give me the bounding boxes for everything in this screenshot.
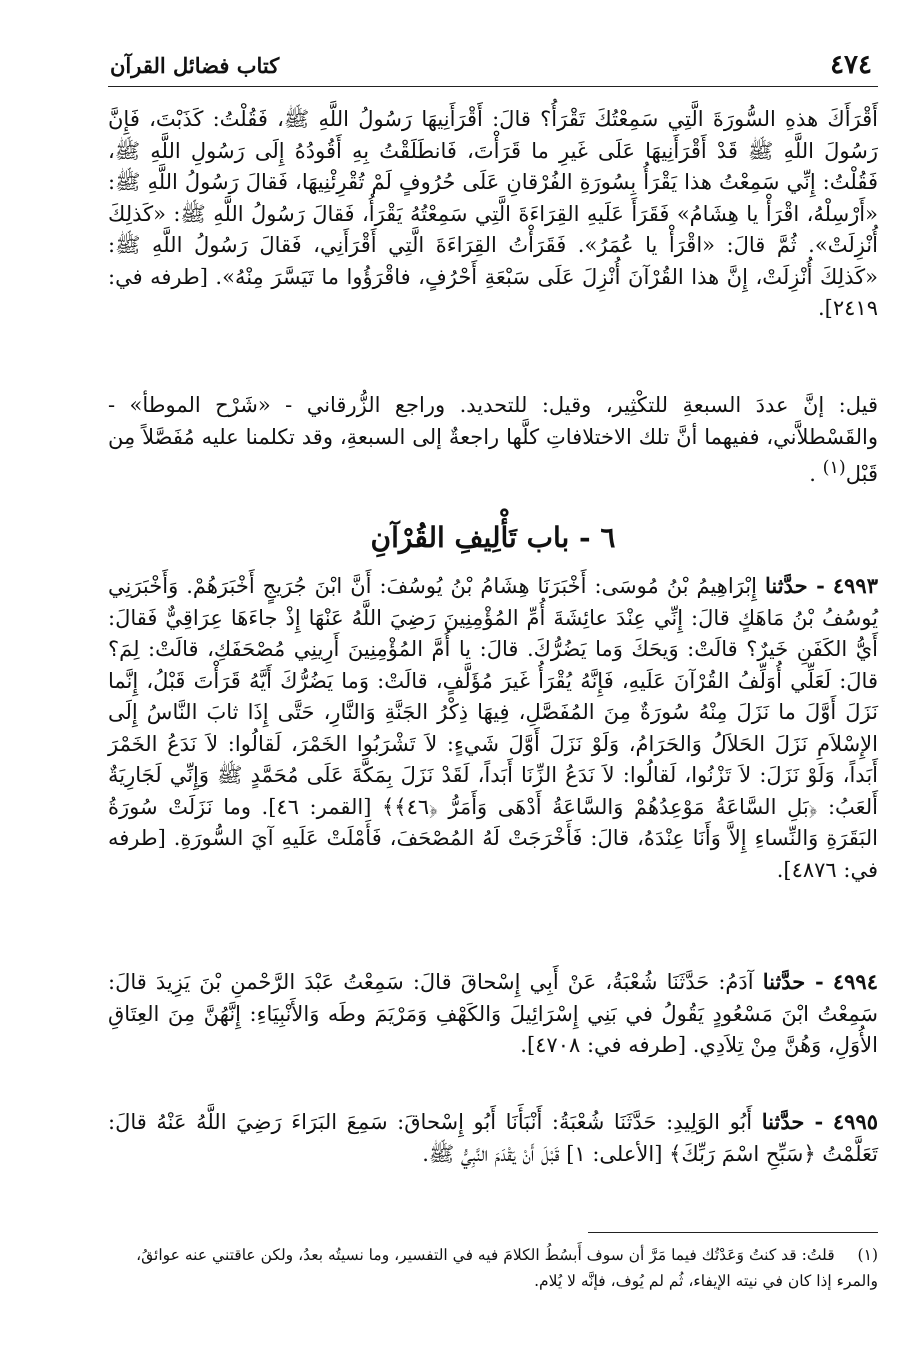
commentary-paragraph: قيل: إنَّ عددَ السبعةِ للتكْثِير، وقيل: للتحديد. وراجع الزُّرقاني - «شَرْح الموطأ» - والقَسْطلاَّني، ففيهما أنَّ تلك الاختلافاتِ كلَّها راجعةٌ إلى السبعةِ، وقد تكلمنا عليه مُفَصَّلاً مِن قَبْل$^{(١)}$ .: [108, 393, 878, 486]
hadith-4993: [108, 570, 878, 954]
hadith-number: ٤٩٩٥: [832, 1109, 879, 1134]
page-header: [108, 42, 878, 87]
footnote-text: قلتُ: قد كنتُ وَعَدْتُك فيما مَرَّ أن سوف أَبسُطُ الكلامَ فيه في التفسير، وما نسيتُه بعدُ، ولكن عاقتني عنه عوائقُ، والمرء إذا كان في نيته الإيفاء، ثُم لم يُوف، فإنَّه لا يُلام.: [136, 1246, 878, 1290]
commentary-text: قيل: إنَّ عددَ السبعةِ للتكْثِير، وقيل: للتحديد. وراجع الزُّرقاني - «شَرْح الموطأ» - والقَسْطلاَّني، ففيهما أنَّ تلك الاختلافاتِ كلَّها راجعةٌ إلى السبعةِ، وقد تكلمنا عليه مُفَصَّلاً مِن قَبْل: [108, 393, 878, 486]
hadith-continuation: أَقْرَأَكَ هذهِ السُّورَةَ الَّتِي سَمِعْتُكَ تَقْرَأُ؟ قالَ: أَقْرَأَنِيهَا رَسُولُ اللَّهِ ﷺ، فَقُلْتُ: كَذَبْتَ، فَإِنَّ رَسُولَ اللَّهِ ﷺ قَدْ أَقْرَأَنِيهَا عَلَى غَيرِ ما قَرَأْتَ، فَانطَلَقْتُ بِهِ أَقُودُهُ إِلَى رَسُولِ اللَّهِ ﷺ، فَقُلْتُ: إِنِّي سَمِعْتُ هذا يَقْرَأُ بِسُورَةِ الفُرْقانِ عَلَى حُرُوفٍ لَمْ تُقْرِئْنِيهَا، فَقالَ رَسُولُ اللَّهِ ﷺ: «أَرْسِلْهُ، اقْرَأْ يا هِشَامُ» فَقَرَأَ عَلَيهِ القِرَاءَةَ الَّتِي سَمِعْتُهُ يَقْرَأُ، فَقالَ رَسُولُ اللَّهِ ﷺ: «كَذلِكَ أُنْزِلَتْ». ثُمَّ قالَ: «اقْرَأْ يا عُمَرُ». فَقَرَأْتُ القِرَاءَةَ الَّتِي أَقْرَأَنِي، فَقالَ رَسُولُ اللَّهِ ﷺ: «كَذلِكَ أُنْزِلَتْ، إِنَّ هذا القُرْآنَ أُنْزِلَ عَلَى سَبْعَةِ أَحْرُفٍ، فاقْرَؤُوا ما تَيَسَّرَ مِنْهُ». [طرفه في: ٢٤١٩].: [108, 107, 878, 320]
hadith-text: آدَمُ: حَدَّثَنَا شُعْبَةُ، عَنْ أَبِي إِسْحاقَ قالَ: سَمِعْتُ عَبْدَ الرَّحْمنِ بْنَ يَزِيدَ قالَ: سَمِعْتُ ابْنَ مَسْعُودٍ يَقُولُ في بَنِي إِسْرَائِيلَ وَالكَهْفِ وَمَرْيَمَ وطَه وَالأَنْبِيَاءِ: إِنَّهُنَّ مِنَ العِتَاقِ الأُوَلِ، وَهُنَّ مِنْ تِلاَدِي. [طرفه في: ٤٧٠٨].: [108, 970, 878, 1057]
footnote: [108, 1242, 878, 1294]
hadith-4995: [108, 1106, 878, 1170]
chapter-heading: ٦ - باب تَأْلِيفِ القُرْآنِ: [370, 521, 616, 554]
hadith-intro: - حدَّثنا: [764, 573, 825, 598]
hadith-text: إِبْرَاهِيمُ بْنُ مُوسَى: أَخْبَرَنَا هِشَامُ بْنُ يُوسُفَ: أَنَّ ابْنَ جُرَيجٍ أَخْبَرَهُمْ. وَأَخْبَرَنِي يُوسُفُ بْنُ مَاهَكٍ قالَ: إِنِّي عِنْدَ عائِشَةَ أُمِّ المُؤْمِنِينَ رَضِيَ اللَّهُ عَنْهَا إِذْ جاءَهَا عِرَاقِيٌّ فَقالَ: أَيُّ الكَفَنِ خَيرٌ؟ قالَتْ: وَيحَكَ وَما يَضُرُّكَ. قالَ: يا أُمَّ المُؤْمِنِينَ أَرِينِي مُصْحَفَكِ، قالَتْ: لِمَ؟ قالَ: لَعَلِّي أُوَلِّفُ القُرْآنَ عَلَيهِ، فَإِنَّهُ يُقْرَأُ غَيرَ مُؤَلَّفٍ، قالَتْ: وَما يَضُرُّكَ أَيَّهُ قَرَأْتَ قَبْلُ، إِنَّما نَزَلَ أَوَّلَ ما نَزَلَ مِنْهُ سُورَةٌ مِنَ المُفَصَّلِ، فِيهَا ذِكْرُ الجَنَّةِ وَالنَّارِ، حَتَّى إِذَا ثابَ النَّاسُ إِلَى الإِسْلاَمِ نَزَلَ الحَلاَلُ وَالحَرَامُ، وَلَوْ نَزَلَ أَوَّلَ شَيءٍ: لاَ تَشْرَبُوا الخَمْرَ، لَقالُوا: لاَ نَدَعُ الخَمْرَ أَبَداً، وَلَوْ نَزَلَ: لاَ تَزْنُوا، لَقالُوا: لاَ نَدَعُ الزِّنَا أَبَداً، لَقَدْ نَزَلَ بِمَكَّةَ عَلَى مُحَمَّدٍ ﷺ وَإِنِّي لَجَارِيَةٌ أَلعَبُ: ﴿بَلِ السَّاعَةُ مَوْعِدُهُمْ وَالسَّاعَةُ أَدْهَى وَأَمَرُّ ﴿٤٦﴾﴾ [القمر: ٤٦]. وما نَزَلَتْ سُورَةُ البَقَرَةِ وَالنِّساءِ إِلاَّ وَأَنَا عِنْدَهُ، قالَ: فَأَخْرَجَتْ لَهُ المُصْحَفَ، فَأَمْلَتْ عَلَيهِ آيَ السُّورَةِ. [طرفه في: ٤٨٧٦].: [108, 574, 878, 882]
page-number: ٤٧٤: [830, 50, 872, 80]
hadith-intro: - حدَّثنا: [762, 969, 824, 994]
book-title: كتاب فضائل القرآن: [110, 53, 280, 78]
footnote-divider: [588, 1232, 878, 1233]
hadith-text: أَبُو الوَلِيدِ: حَدَّثَنَا شُعْبَةُ: أَنْبَأَنَا أَبُو إِسْحاقَ: سَمِعَ البَرَاءَ رَضِيَ اللَّهُ عَنْهُ قالَ: تَعَلَّمْتُ ﴿سَبِّحِ اسْمَ رَبِّكَ﴾ [الأعلى: ١] قَبْلَ أَنْ يَقْدَمَ النَّبِيُّ ﷺ.: [108, 1110, 878, 1166]
footnote-marker: (١): [857, 1246, 878, 1264]
hadith-4994: [108, 966, 878, 1094]
hadith-number: ٤٩٩٣: [832, 573, 878, 598]
footnote-reference: (١): [822, 458, 846, 478]
page-body: [108, 104, 878, 1170]
hadith-intro: - حدَّثنا: [761, 1109, 824, 1134]
hadith-number: ٤٩٩٤: [832, 969, 878, 994]
